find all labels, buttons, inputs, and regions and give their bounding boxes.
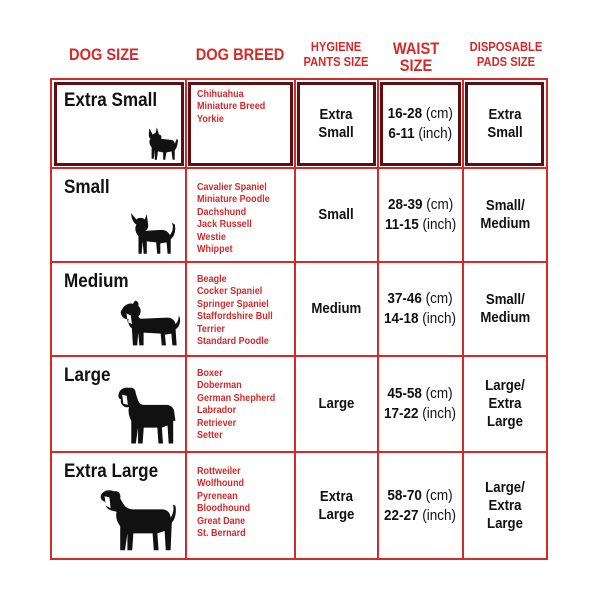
waist-size-value [384, 486, 456, 526]
breed-item: Standard Poodle [197, 335, 269, 348]
pants-size-line: Medium [311, 300, 362, 317]
breed-item: Bloodhound [197, 502, 251, 515]
breed-item: Rottweiler [197, 465, 241, 477]
breed-item: Boxer [197, 367, 223, 379]
waist-inch-value: 6-11 [388, 124, 415, 142]
waist-inch-value: 17-22 [384, 405, 420, 422]
breed-item: Chihuahua [197, 88, 244, 100]
disposable-pads-cell [464, 169, 546, 261]
header-waist-line: WAIST [392, 39, 440, 58]
pads-size-line: Medium [480, 309, 530, 326]
header-pads-size-line: PADS SIZE [476, 54, 536, 69]
unit-inch: (inch) [422, 506, 457, 524]
pants-size-line: Large [318, 505, 355, 523]
pads-size-line: Small [487, 123, 523, 141]
table-row-large [52, 357, 546, 451]
dog-size-label: Extra Small [64, 90, 158, 111]
header-hygiene-line: HYGIENE [310, 39, 362, 54]
hygiene-pants-cell [296, 263, 377, 355]
waist-cm-line [385, 195, 456, 215]
unit-cm: (cm) [426, 104, 454, 122]
pads-size-line: Small/ [485, 197, 525, 214]
waist-inch-line [384, 506, 456, 526]
unit-inch: (inch) [418, 124, 453, 142]
pads-size-value [487, 106, 522, 142]
table-row-extra-large [52, 453, 546, 558]
pants-size-line: Small [318, 123, 355, 141]
spaniel-icon [118, 293, 182, 353]
breed-item: Springer Spaniel [197, 297, 269, 310]
unit-cm: (cm) [426, 196, 454, 213]
header-size-line: SIZE [399, 56, 433, 75]
dog-size-label: Small [64, 177, 110, 198]
breed-item: Yorkie [197, 112, 224, 125]
waist-cm-line [388, 104, 453, 124]
waist-cm-value: 37-46 [387, 290, 423, 307]
pads-size-value [480, 291, 530, 327]
waist-inch-line [384, 309, 456, 329]
waist-size-cell [379, 263, 462, 355]
dog-breed-cell [187, 263, 294, 355]
breed-item: St. Bernard [197, 527, 246, 540]
pads-size-value [469, 377, 541, 431]
breed-item: Miniature Breed [197, 100, 266, 113]
table-row-small [52, 169, 546, 261]
hygiene-pants-cell [296, 357, 377, 451]
breed-item: Staffordshire Bull [197, 310, 273, 323]
waist-inch-line [384, 404, 456, 424]
pants-size-line: Extra [319, 105, 354, 123]
waist-cm-value: 16-28 [387, 104, 423, 122]
unit-inch: (inch) [422, 405, 457, 422]
waist-inch-value: 11-15 [384, 216, 419, 233]
breed-item: Terrier [197, 322, 225, 335]
unit-inch: (inch) [422, 310, 457, 327]
waist-cm-line [384, 384, 456, 404]
breed-item: Beagle [197, 273, 227, 285]
breed-list [197, 181, 270, 255]
waist-size-value [388, 104, 453, 144]
dog-size-label: Medium [64, 271, 129, 292]
disposable-pads-cell [464, 80, 546, 167]
waist-inch-line [388, 124, 453, 144]
breed-item: Doberman [197, 379, 242, 392]
header-hygiene-pants-size [296, 40, 375, 68]
waist-size-cell [379, 453, 462, 558]
breed-item: Setter [197, 429, 223, 442]
pads-size-line: Small/ [485, 291, 525, 308]
breed-item: Labrador [197, 404, 237, 417]
breed-item: Wolfhound [197, 477, 244, 490]
dog-size-cell [52, 453, 185, 558]
pants-size-line: Small [318, 206, 355, 223]
waist-cm-value: 45-58 [387, 385, 423, 402]
breed-item: Jack Russell [197, 218, 252, 231]
breed-item: Westie [197, 230, 226, 243]
dog-size-cell [52, 357, 185, 451]
pants-size-value [319, 395, 355, 413]
disposable-pads-cell [464, 357, 546, 451]
dog-size-cell [52, 263, 185, 355]
dog-breed-cell [187, 169, 294, 261]
breed-list [197, 88, 265, 125]
unit-cm: (cm) [426, 486, 454, 504]
header-dog-breed: DOG BREED [195, 45, 285, 64]
dog-size-cell [52, 80, 185, 167]
pants-size-line: Large [318, 395, 355, 412]
waist-inch-line [385, 215, 456, 235]
header-pants-size-line: PANTS SIZE [303, 54, 369, 69]
pads-size-line: Large/ [485, 478, 525, 496]
unit-cm: (cm) [426, 385, 454, 402]
pants-size-value [319, 106, 354, 142]
dog-size-cell [52, 169, 185, 261]
header-disposable-pads-size [463, 40, 549, 68]
breed-item: Great Dane [197, 514, 246, 527]
pants-size-value [319, 206, 354, 224]
pants-size-line: Extra [319, 487, 353, 505]
breed-list [197, 465, 250, 539]
pads-size-line: Medium [480, 215, 530, 232]
size-chart-table [50, 78, 548, 560]
waist-cm-value: 58-70 [387, 486, 423, 504]
breed-item: Cocker Spaniel [197, 285, 263, 298]
unit-inch: (inch) [422, 216, 457, 233]
breed-list [197, 367, 275, 441]
dog-breed-cell [187, 357, 294, 451]
pants-size-value [312, 300, 362, 318]
table-row-medium [52, 263, 546, 355]
pads-size-line: Extra [488, 105, 522, 123]
waist-size-cell [379, 80, 462, 167]
disposable-pads-cell [464, 263, 546, 355]
waist-size-value [384, 289, 456, 329]
waist-size-cell [379, 357, 462, 451]
hygiene-pants-cell [296, 80, 377, 167]
waist-inch-value: 22-27 [384, 506, 420, 524]
breed-item: Dachshund [197, 205, 247, 218]
waist-size-cell [379, 169, 462, 261]
waist-cm-line [384, 289, 456, 309]
header-disposable-line: DISPOSABLE [469, 39, 543, 54]
small-dog-icon [124, 207, 180, 259]
table-row-extra-small [52, 80, 546, 167]
pads-size-value [469, 479, 541, 533]
breed-item: Whippet [197, 243, 233, 256]
header-waist-size [376, 40, 455, 74]
dog-breed-cell [187, 453, 294, 558]
pants-size-value [319, 488, 355, 524]
pads-size-value [480, 197, 530, 233]
dog-breed-cell [187, 80, 294, 167]
waist-cm-value: 28-39 [387, 196, 423, 213]
waist-size-value [384, 384, 456, 424]
chihuahua-icon [139, 122, 181, 164]
unit-cm: (cm) [426, 290, 454, 307]
pads-size-line: Extra Large [487, 496, 523, 532]
great-dane-icon [92, 483, 182, 555]
pads-size-line: Large/ [485, 377, 525, 394]
waist-inch-value: 14-18 [384, 310, 420, 327]
waist-cm-line [384, 486, 456, 506]
header-dog-size: DOG SIZE [69, 45, 139, 64]
hygiene-pants-cell [296, 453, 377, 558]
breed-item: German Shepherd [197, 391, 276, 404]
hygiene-pants-cell [296, 169, 377, 261]
breed-item: Pyrenean [197, 489, 238, 502]
waist-size-value [385, 195, 456, 235]
dog-size-label: Large [64, 365, 111, 386]
breed-item: Retriever [197, 416, 237, 429]
breed-item: Miniature Poodle [197, 193, 270, 206]
disposable-pads-cell [464, 453, 546, 558]
large-dog-icon [112, 379, 180, 449]
breed-list [197, 273, 273, 347]
pads-size-line: Extra Large [487, 395, 523, 430]
dog-size-label: Extra Large [64, 461, 159, 482]
breed-item: Cavalier Spaniel [197, 181, 267, 193]
